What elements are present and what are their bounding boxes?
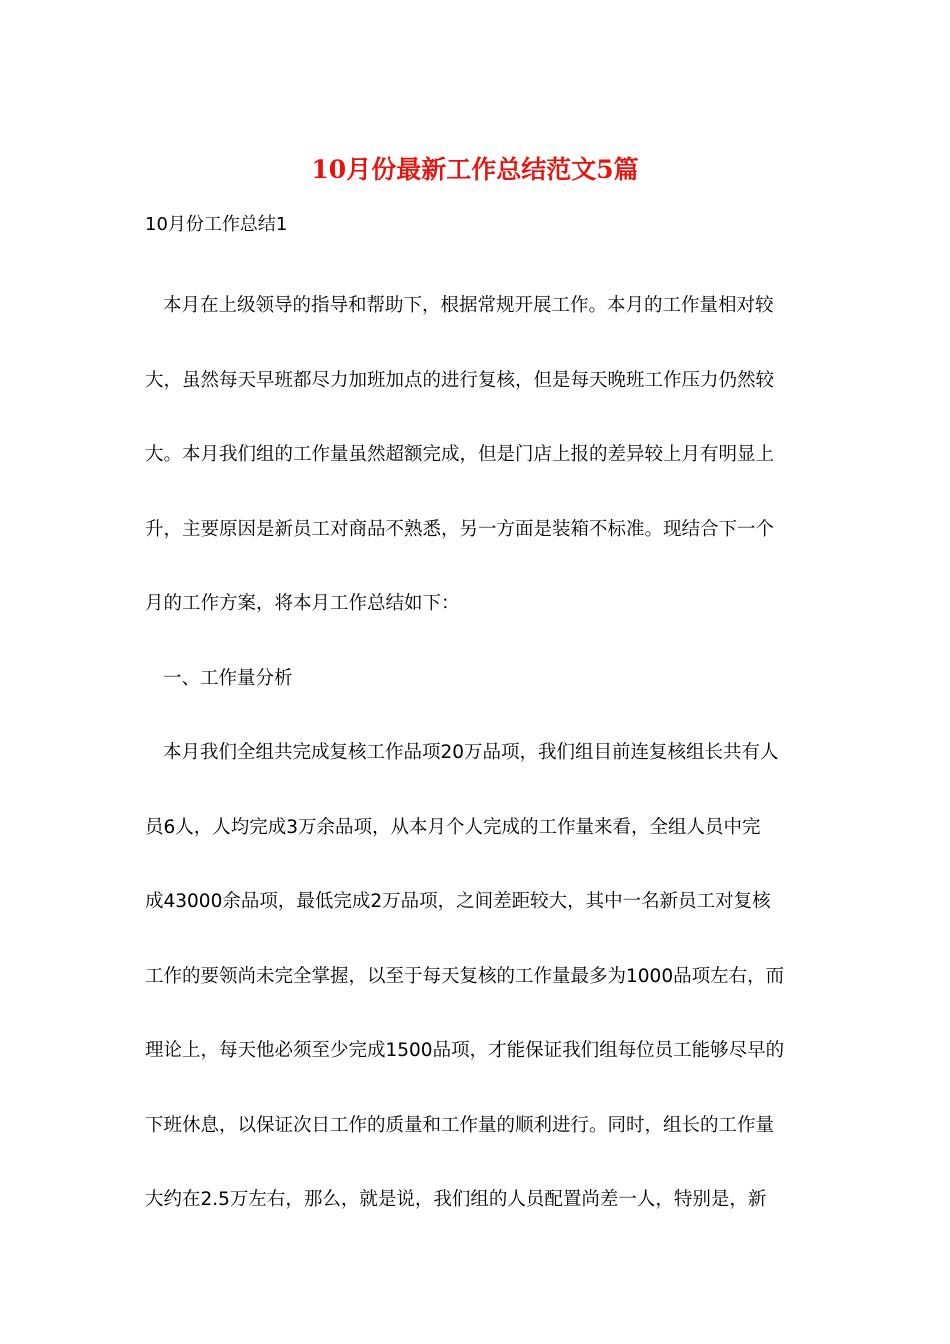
body-line: 下班休息，以保证次日工作的质量和工作量的顺利进行。同时，组长的工作量: [145, 1114, 775, 1136]
document-title: 10月份最新工作总结范文5篇: [311, 155, 639, 184]
body-line: 大。本月我们组的工作量虽然超额完成，但是门店上报的差异较上月有明显上: [145, 444, 775, 465]
body-line: 月的工作方案，将本月工作总结如下：: [145, 593, 460, 614]
body-line: 工作的要领尚未完全掌握，以至于每天复核的工作量最多为1000品项左右，而: [145, 965, 785, 987]
body-line: 本月在上级领导的指导和帮助下，根据常规开展工作。本月的工作量相对较: [163, 295, 774, 316]
subsection-heading: 一、工作量分析: [163, 667, 293, 689]
body-line: 理论上，每天他必须至少完成1500品项，才能保证我们组每位员工能够尽早的: [145, 1040, 785, 1061]
body-line: 大约在2.5万左右，那么，就是说，我们组的人员配置尚差一人，特别是，新: [145, 1189, 767, 1210]
body-line: 升，主要原因是新员工对商品不熟悉，另一方面是装箱不标准。现结合下一个: [145, 518, 775, 540]
document-body: [145, 269, 805, 1238]
section-heading: 10月份工作总结1: [145, 214, 288, 235]
body-line: 大，虽然每天早班都尽力加班加点的进行复核，但是每天晚班工作压力仍然较: [145, 369, 775, 391]
body-line: 本月我们全组共完成复核工作品项20万品项，我们组目前连复核组长共有人: [163, 742, 779, 763]
body-line: 成43000余品项，最低完成2万品项，之间差距较大，其中一名新员工对复核: [145, 891, 771, 912]
body-line: 员6人，人均完成3万余品项，从本月个人完成的工作量来看，全组人员中完: [145, 816, 761, 838]
